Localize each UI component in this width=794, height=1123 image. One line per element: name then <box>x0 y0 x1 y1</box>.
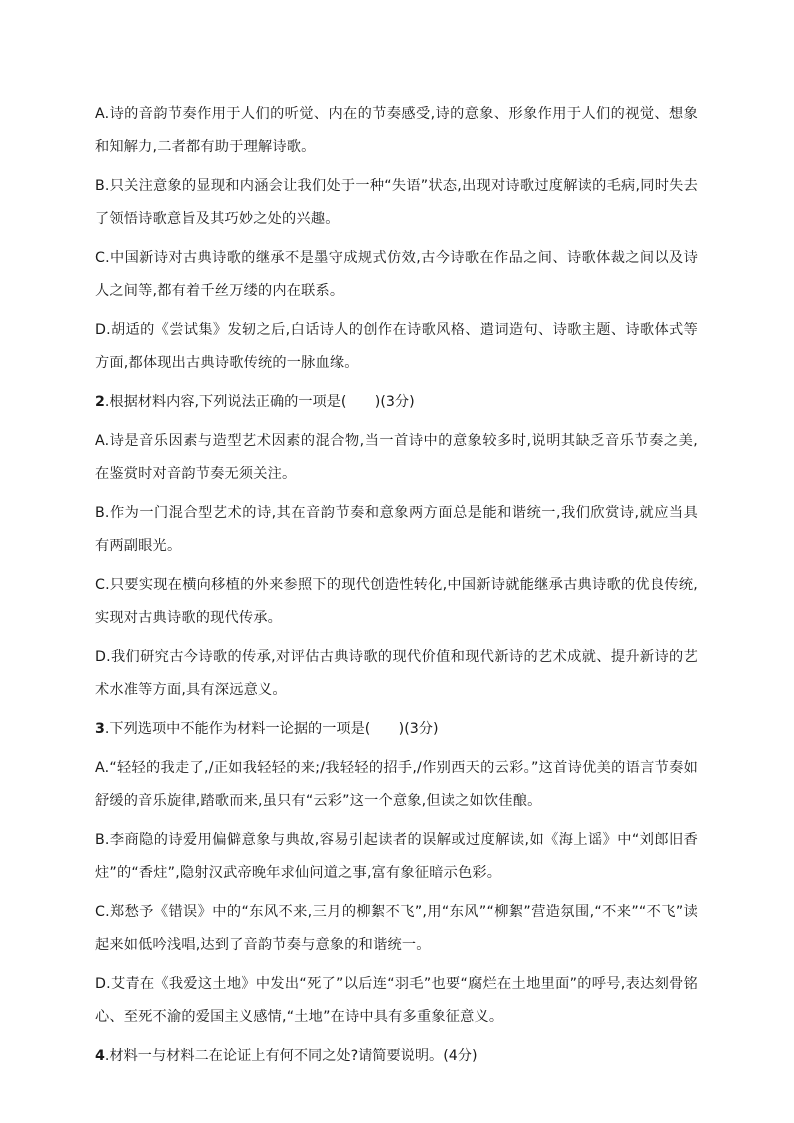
question-number: 2 <box>95 394 105 410</box>
option-c: C.只要实现在横向移植的外来参照下的现代创造性转化,中国新诗就能继承古典诗歌的优良传统,实现对古典诗歌的现代传承。 <box>95 577 698 626</box>
option-d: D.我们研究古今诗歌的传承,对评估古典诗歌的现代价值和现代新诗的艺术成就、提升新诗的艺术水准等方面,具有深远意义。 <box>95 649 698 698</box>
option-c: C.郑愁予《错误》中的“东风不来,三月的柳絮不飞”,用“东风”“柳絮”营造氛围,“不来”“不飞”读起来如低吟浅唱,达到了音韵节奏与意象的和谐统一。 <box>95 904 698 953</box>
question-3-title <box>95 713 698 746</box>
option-a: A.诗是音乐因素与造型艺术因素的混合物,当一首诗中的意象较多时,说明其缺乏音乐节奏之美,在鉴赏时对音韵节奏无须关注。 <box>95 433 698 482</box>
question-text: .下列选项中不能作为材料一论据的一项是( )(3分) <box>104 721 439 737</box>
option-a: A.诗的音韵节奏作用于人们的听觉、内在的节奏感受,诗的意象、形象作用于人们的视觉、想象和知解力,二者都有助于理解诗歌。 <box>95 106 698 155</box>
option-b: B.李商隐的诗爱用偏僻意象与典故,容易引起读者的误解或过度解读,如《海上谣》中“刘郎旧香炷”的“香炷”,隐射汉武帝晚年求仙问道之事,富有象征暗示色彩。 <box>95 832 698 881</box>
question-2-title <box>95 386 698 419</box>
question-2 <box>95 386 698 707</box>
option-d: D.胡适的《尝试集》发轫之后,白话诗人的创作在诗歌风格、遣词造句、诗歌主题、诗歌体式等方面,都体现出古典诗歌传统的一脉血缘。 <box>95 322 698 371</box>
question-text: .材料一与材料二在论证上有何不同之处?请简要说明。(4分) <box>104 1048 478 1064</box>
option-a: A.“轻轻的我走了,/正如我轻轻的来;/我轻轻的招手,/作别西天的云彩。”这首诗优美的语言节奏如舒缓的音乐旋律,踏歌而来,虽只有“云彩”这一个意象,但读之如饮佳酿。 <box>95 760 698 809</box>
question-text: .根据材料内容,下列说法正确的一项是( )(3分) <box>104 394 415 410</box>
option-b: B.作为一门混合型艺术的诗,其在音韵节奏和意象两方面总是能和谐统一,我们欣赏诗,就应当具有两副眼光。 <box>95 505 698 554</box>
question-1-options <box>95 98 698 380</box>
question-number: 3 <box>95 721 105 737</box>
question-4-title <box>95 1040 698 1073</box>
option-d: D.艾青在《我爱这土地》中发出“死了”以后连“羽毛”也要“腐烂在土地里面”的呼号,表达刻骨铭心、至死不渝的爱国主义感情,“土地”在诗中具有多重象征意义。 <box>95 976 698 1025</box>
question-3 <box>95 713 698 1034</box>
question-4 <box>95 1040 698 1073</box>
option-c: C.中国新诗对古典诗歌的继承不是墨守成规式仿效,古今诗歌在作品之间、诗歌体裁之间以及诗人之间等,都有着千丝万缕的内在联系。 <box>95 250 698 299</box>
question-number: 4 <box>95 1048 105 1064</box>
option-b: B.只关注意象的显现和内涵会让我们处于一种“失语”状态,出现对诗歌过度解读的毛病,同时失去了领悟诗歌意旨及其巧妙之处的兴趣。 <box>95 178 698 227</box>
